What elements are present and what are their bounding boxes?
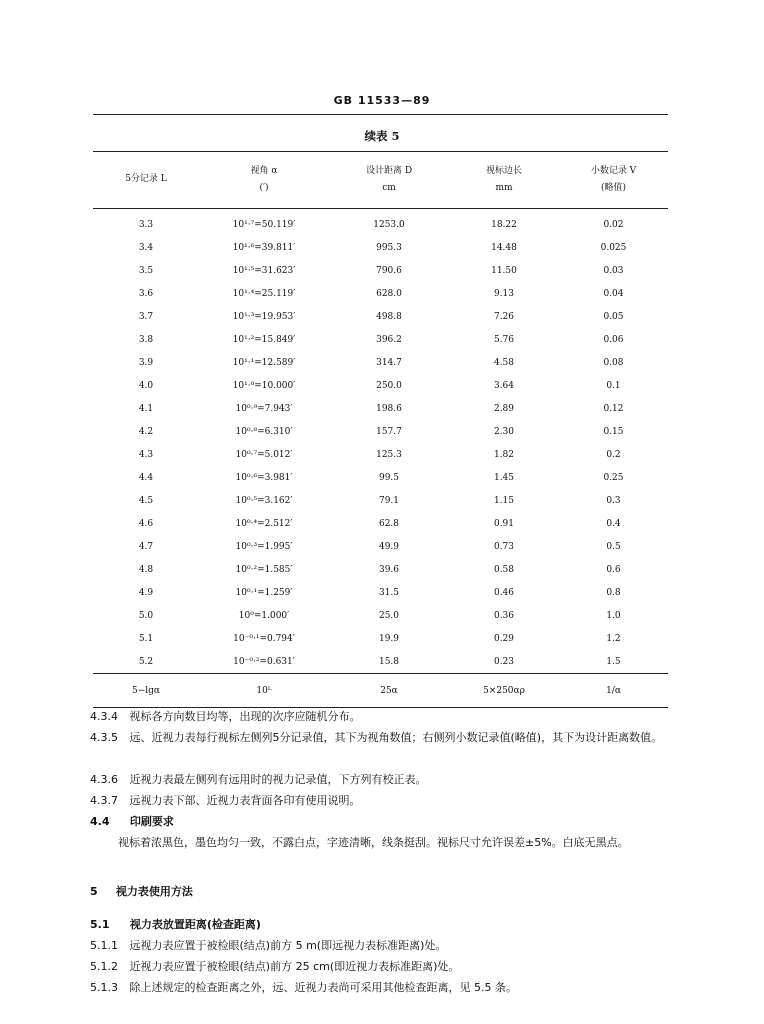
table-row — [93, 236, 668, 259]
table-row — [93, 604, 668, 627]
clause-number: 5 — [90, 885, 98, 898]
table-cell: 4.6 — [138, 518, 154, 529]
clause-number: 5.1.1 — [90, 939, 118, 952]
printing-requirements-text — [90, 832, 680, 853]
table-cell: 11.50 — [491, 265, 517, 276]
table-cell: 31.5 — [378, 587, 400, 598]
table-cell: 5.2 — [138, 656, 154, 667]
table-cell: 790.6 — [376, 265, 402, 276]
clause-text: 除上述规定的检查距离之外，远、近视力表尚可采用其他检查距离，见 5.5 条。 — [129, 981, 517, 994]
table-cell: 0.04 — [603, 288, 624, 299]
table-cell: 0.03 — [603, 265, 624, 276]
column-header: 5分记录 L — [125, 174, 167, 185]
clause-4-3-6 — [90, 769, 680, 790]
column-header: 视标边长 mm — [485, 166, 522, 193]
table-cell: 10⁰·⁴=2.512′ — [235, 518, 293, 529]
table-cell: 10⁰·⁷=5.012′ — [235, 449, 293, 460]
clause-text: 印刷要求 — [129, 815, 174, 828]
table-row — [93, 512, 668, 535]
table-cell: 10¹·⁵=31.623′ — [232, 265, 296, 276]
table-cell: 10⁰·⁸=6.310′ — [235, 426, 293, 437]
table-row — [93, 627, 668, 650]
table-cell: 3.4 — [138, 242, 154, 253]
table-cell: 0.2 — [606, 449, 621, 460]
table-cell: 4.58 — [493, 357, 515, 368]
table-cell: 3.6 — [138, 288, 154, 299]
table-cell: 0.05 — [603, 311, 624, 322]
table-cell: 19.9 — [378, 633, 400, 644]
clause-text: 视标各方向数目均等，出现的次序应随机分布。 — [129, 710, 361, 723]
table-cell: 14.48 — [491, 242, 517, 253]
table-cell: 49.9 — [378, 541, 400, 552]
table-cell: 4.9 — [138, 587, 154, 598]
clause-text: 远视力表应置于被检眼(结点)前方 5 m(即远视力表标准距离)处。 — [129, 939, 447, 952]
table-cell: 10¹·⁷=50.119′ — [232, 219, 296, 230]
table-cell: 1.5 — [606, 656, 621, 667]
table-cell: 10⁰·⁶=3.981′ — [235, 472, 293, 483]
clause-5-1-1 — [90, 935, 680, 956]
table-cell: 10⁻⁰·²=0.631′ — [233, 656, 295, 667]
table-cell: 3.7 — [138, 311, 154, 322]
table-cell: 0.5 — [606, 541, 621, 552]
table-cell: 0.1 — [606, 380, 621, 391]
table-cell: 10¹·²=15.849′ — [232, 334, 296, 345]
clause-text: 远视力表下部、近视力表背面各印有使用说明。 — [129, 794, 361, 807]
visual-acuity-table — [93, 151, 668, 708]
table-cell: 10ᴸ — [199, 674, 329, 708]
table-cell: 4.5 — [138, 495, 154, 506]
table-row — [93, 466, 668, 489]
table-cell: 1/α — [559, 674, 668, 708]
table-cell: 4.8 — [138, 564, 154, 575]
table-cell: 10⁰·¹=1.259′ — [235, 587, 293, 598]
clause-number: 5.1 — [90, 918, 110, 931]
table-cell: 10⁰·⁵=3.162′ — [235, 495, 293, 506]
table-cell: 10⁻⁰·¹=0.794′ — [233, 633, 295, 644]
table-cell: 10⁰·³=1.995′ — [235, 541, 293, 552]
table-cell: 10¹·⁰=10.000′ — [232, 380, 296, 391]
table-cell: 0.06 — [603, 334, 624, 345]
table-cell: 0.08 — [603, 357, 624, 368]
table-cell: 3.9 — [138, 357, 154, 368]
section-5-1-heading — [90, 914, 680, 935]
clause-text: 近视力表最左侧列有远用时的视力记录值，下方列有校正表。 — [129, 773, 427, 786]
table-cell: 0.12 — [603, 403, 624, 414]
table-cell: 4.0 — [138, 380, 154, 391]
table-cell: 0.29 — [493, 633, 515, 644]
table-cell: 0.46 — [493, 587, 515, 598]
clause-number: 5.1.2 — [90, 960, 118, 973]
clause-number: 4.3.7 — [90, 794, 118, 807]
clause-4-3-4 — [90, 706, 680, 727]
table-row — [93, 443, 668, 466]
table-cell: 7.26 — [493, 311, 515, 322]
column-header: 设计距离 D cm — [365, 166, 413, 193]
clause-number: 4.4 — [90, 815, 110, 828]
table-row — [93, 282, 668, 305]
table-cell: 0.23 — [493, 656, 515, 667]
table-cell: 125.3 — [376, 449, 402, 460]
table-cell: 4.3 — [138, 449, 154, 460]
table-cell: 314.7 — [376, 357, 402, 368]
table-cell: 1.2 — [606, 633, 621, 644]
table-row — [93, 209, 668, 237]
table-cell: 250.0 — [376, 380, 402, 391]
table-row — [93, 650, 668, 674]
table-cell: 10¹·⁴=25.119′ — [232, 288, 296, 299]
clause-text: 远、近视力表每行视标左侧列5分记录值，其下为视角数值；右侧列小数记录值(略值)，其下为设计距离数值。 — [129, 731, 663, 744]
table-cell: 3.5 — [138, 265, 154, 276]
table-cell: 4.4 — [138, 472, 154, 483]
table-cell: 39.6 — [378, 564, 400, 575]
table-cell: 0.91 — [493, 518, 515, 529]
table-cell: 0.15 — [603, 426, 624, 437]
table-cell: 5−lgα — [93, 674, 199, 708]
table-cell: 10¹·³=19.953′ — [232, 311, 296, 322]
table-row — [93, 581, 668, 604]
table-cell: 0.6 — [606, 564, 621, 575]
section-5-heading — [90, 881, 680, 902]
table-row — [93, 259, 668, 282]
table-cell: 198.6 — [376, 403, 402, 414]
table-row — [93, 397, 668, 420]
table-cell: 15.8 — [378, 656, 400, 667]
table-cell: 995.3 — [376, 242, 402, 253]
column-header: 视角 α (′) — [250, 166, 278, 193]
clause-4-3-5 — [90, 727, 680, 748]
table-cell: 1.82 — [493, 449, 515, 460]
table-row — [93, 374, 668, 397]
table-cell: 9.13 — [493, 288, 515, 299]
table-cell: 1253.0 — [373, 219, 405, 230]
table-cell: 5.76 — [493, 334, 515, 345]
table-cell: 4.2 — [138, 426, 154, 437]
table-cell: 3.3 — [138, 219, 154, 230]
formula-row — [93, 674, 668, 708]
table-row — [93, 305, 668, 328]
table-row — [93, 351, 668, 374]
table-cell: 1.45 — [493, 472, 515, 483]
table-cell: 25α — [329, 674, 449, 708]
table-row — [93, 558, 668, 581]
table-cell: 99.5 — [378, 472, 400, 483]
table-cell: 5.0 — [138, 610, 154, 621]
clause-5-1-3 — [90, 977, 680, 998]
table-cell: 0.02 — [603, 219, 624, 230]
table-cell: 5×250αρ — [449, 674, 559, 708]
column-header: 小数记录 V (略值) — [590, 166, 637, 193]
table-row — [93, 535, 668, 558]
table-cell: 0.3 — [606, 495, 621, 506]
clause-text: 视标着浓黑色，墨色均匀一致，不露白点，字迹清晰，线条挺刮。视标尺寸允许误差±5%。白底无黑点。 — [118, 836, 629, 849]
table-row — [93, 489, 668, 512]
clause-text: 视力表放置距离(检查距离) — [129, 918, 261, 931]
table-cell: 10¹·⁶=39.811′ — [232, 242, 296, 253]
table-cell: 0.58 — [493, 564, 515, 575]
clause-text: 近视力表应置于被检眼(结点)前方 25 cm(即近视力表标准距离)处。 — [129, 960, 460, 973]
table-cell: 10¹·¹=12.589′ — [232, 357, 296, 368]
table-cell: 3.64 — [493, 380, 515, 391]
table-cell: 3.8 — [138, 334, 154, 345]
table-cell: 628.0 — [376, 288, 402, 299]
table-cell: 396.2 — [376, 334, 402, 345]
table-cell: 79.1 — [378, 495, 400, 506]
clause-number: 4.3.5 — [90, 731, 118, 744]
table-cell: 4.1 — [138, 403, 154, 414]
table-cell: 0.25 — [603, 472, 624, 483]
clause-number: 4.3.6 — [90, 773, 118, 786]
table-row — [93, 328, 668, 351]
table-header-row — [93, 151, 668, 209]
standard-number-header: GB 11533—89 — [333, 94, 431, 107]
table-cell: 0.73 — [493, 541, 515, 552]
clause-4-3-7 — [90, 790, 680, 811]
table-caption: 续表 5 — [364, 129, 400, 143]
table-cell: 10⁰·⁹=7.943′ — [235, 403, 293, 414]
table-cell: 0.36 — [493, 610, 515, 621]
section-4-4-heading — [90, 811, 680, 832]
clause-number: 4.3.4 — [90, 710, 118, 723]
table-cell: 498.8 — [376, 311, 402, 322]
table-cell: 1.15 — [493, 495, 515, 506]
header-rule — [93, 114, 668, 115]
table-row — [93, 420, 668, 443]
table-cell: 5.1 — [138, 633, 154, 644]
table-cell: 1.0 — [606, 610, 621, 621]
table-cell: 157.7 — [376, 426, 402, 437]
table-cell: 2.89 — [493, 403, 515, 414]
clause-5-1-2 — [90, 956, 680, 977]
table-cell: 0.4 — [606, 518, 621, 529]
table-cell: 0.8 — [606, 587, 621, 598]
table-cell: 10⁰·²=1.585′ — [235, 564, 293, 575]
table-cell: 10⁰=1.000′ — [238, 610, 290, 621]
clause-number: 5.1.3 — [90, 981, 118, 994]
table-cell: 25.0 — [378, 610, 400, 621]
table-cell: 4.7 — [138, 541, 154, 552]
clause-text: 视力表使用方法 — [115, 885, 193, 898]
table-cell: 0.025 — [600, 242, 627, 253]
table-cell: 62.8 — [378, 518, 400, 529]
table-cell: 18.22 — [491, 219, 517, 230]
table-cell: 2.30 — [493, 426, 515, 437]
